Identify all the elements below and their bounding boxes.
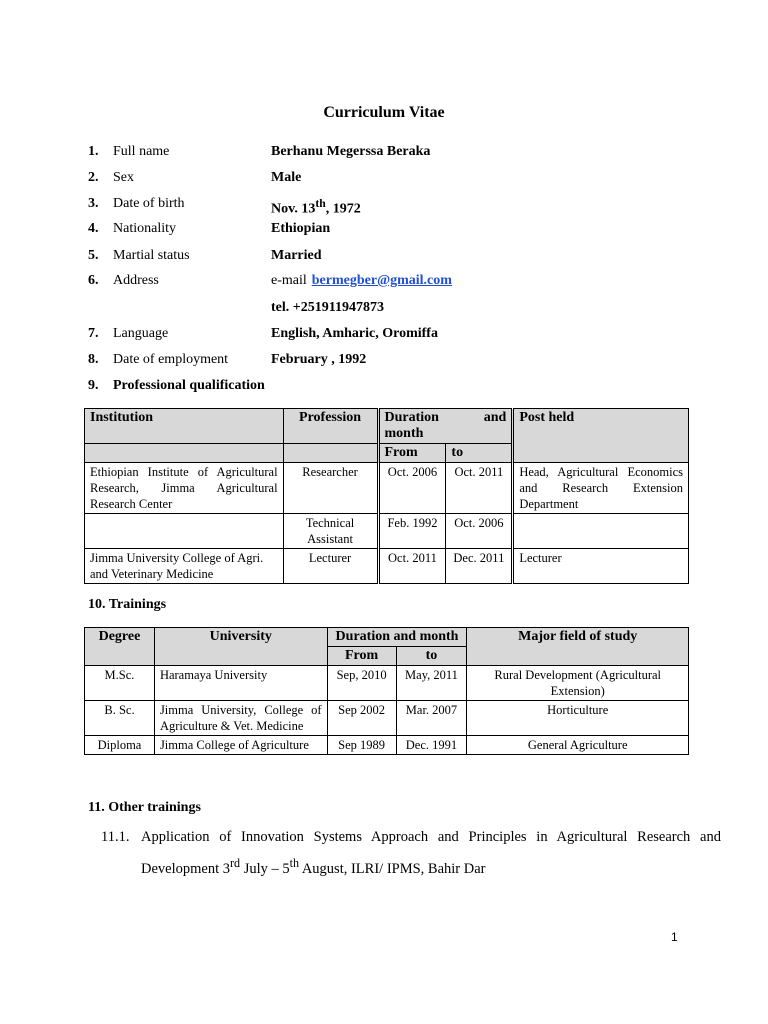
header-from: From	[378, 444, 446, 463]
item-number: 5.	[88, 248, 99, 263]
cell-degree: Diploma	[85, 736, 155, 755]
table-row	[85, 514, 689, 549]
other-training-item	[101, 824, 721, 882]
text-part-b: July – 5	[240, 860, 290, 877]
cell-to: Oct. 2011	[446, 463, 513, 514]
item-label: Professional qualification	[113, 378, 265, 393]
cell-post: Lecturer	[513, 549, 689, 584]
text-part-a: Application of Innovation Systems Approach and Principles in Agricultural Research and Development 3	[141, 829, 721, 877]
cell-from: Sep 2002	[327, 701, 396, 736]
sup-b: th	[289, 856, 300, 870]
item-label: Nationality	[113, 221, 176, 236]
cell-from: Oct. 2006	[378, 463, 446, 514]
header-post: Post held	[513, 409, 689, 463]
item-number: 6.	[88, 273, 99, 288]
table-row	[85, 463, 689, 514]
trainings-heading: 10. Trainings	[88, 597, 167, 612]
text-part-c: August, ILRI/ IPMS, Bahir Dar	[299, 860, 486, 877]
header-institution: Institution	[85, 409, 284, 444]
cell-from: Sep, 2010	[327, 666, 396, 701]
item-label: Sex	[113, 170, 134, 185]
email-link[interactable]: bermegber@gmail.com	[311, 273, 452, 288]
item-text	[141, 829, 721, 877]
header-university: University	[154, 628, 327, 666]
item-value: Berhanu Megerssa Beraka	[271, 144, 431, 159]
item-value	[271, 271, 452, 291]
item-value: Ethiopian	[271, 221, 331, 236]
dob-sup: th	[315, 197, 326, 210]
cell-profession: Technical Assistant	[283, 514, 378, 549]
telephone: tel. +251911947873	[271, 300, 384, 315]
header-duration: Duration and month	[327, 628, 467, 647]
cell-to: Oct. 2006	[446, 514, 513, 549]
qualification-table	[84, 408, 689, 584]
item-label: Martial status	[113, 248, 190, 263]
cell-field: Rural Development (Agricultural Extension)	[467, 666, 689, 701]
item-label: Language	[113, 326, 169, 341]
item-number: 2.	[88, 170, 99, 185]
dob-tail: , 1972	[325, 201, 361, 217]
header-to: to	[396, 647, 467, 666]
cell-from: Feb. 1992	[378, 514, 446, 549]
header-duration: Duration and month	[378, 409, 513, 444]
page-number: 1	[671, 930, 678, 944]
item-label: Address	[113, 273, 159, 288]
cell-university: Jimma College of Agriculture	[154, 736, 327, 755]
item-label: Date of employment	[113, 352, 229, 367]
item-value: Male	[271, 170, 302, 185]
cell-from: Sep 1989	[327, 736, 396, 755]
table-row	[85, 701, 689, 736]
item-value	[271, 194, 361, 220]
item-value: February , 1992	[271, 352, 367, 367]
email-prefix: e-mail	[271, 273, 307, 288]
cell-institution: Jimma University College of Agri. and Veterinary Medicine	[85, 549, 284, 584]
cell-to: Mar. 2007	[396, 701, 467, 736]
item-index: 11.1.	[101, 829, 130, 845]
cell-to: Dec. 2011	[446, 549, 513, 584]
item-number: 7.	[88, 326, 99, 341]
item-number: 9.	[88, 378, 99, 393]
cell-post	[513, 514, 689, 549]
cell-profession: Researcher	[283, 463, 378, 514]
table-row	[85, 549, 689, 584]
cell-university: Jimma University, College of Agriculture & Vet. Medicine	[154, 701, 327, 736]
header-from: From	[327, 647, 396, 666]
sup-a: rd	[230, 856, 241, 870]
header-field: Major field of study	[467, 628, 689, 666]
item-value: Married	[271, 248, 322, 263]
cell-field: General Agriculture	[467, 736, 689, 755]
item-number: 4.	[88, 221, 99, 236]
dob-main: Nov. 13	[271, 201, 316, 217]
cell-from: Oct. 2011	[378, 549, 446, 584]
cell-university: Haramaya University	[154, 666, 327, 701]
header-profession-cont	[283, 444, 378, 463]
cell-post: Head, Agricultural Economics and Research Extension Department	[513, 463, 689, 514]
cell-institution: Ethiopian Institute of Agricultural Research, Jimma Agricultural Research Center	[85, 463, 284, 514]
item-label: Full name	[113, 144, 170, 159]
trainings-table	[84, 627, 689, 755]
item-number: 3.	[88, 196, 99, 211]
cell-degree: M.Sc.	[85, 666, 155, 701]
item-number: 8.	[88, 352, 99, 367]
cell-field: Horticulture	[467, 701, 689, 736]
item-number: 1.	[88, 144, 99, 159]
header-to: to	[446, 444, 513, 463]
cell-degree: B. Sc.	[85, 701, 155, 736]
header-degree: Degree	[85, 628, 155, 666]
header-profession: Profession	[283, 409, 378, 444]
document-title: Curriculum Vitae	[323, 104, 445, 121]
cell-institution	[85, 514, 284, 549]
other-trainings-heading: 11. Other trainings	[88, 800, 201, 815]
item-label: Date of birth	[113, 196, 185, 211]
header-institution-cont	[85, 444, 284, 463]
cell-to: May, 2011	[396, 666, 467, 701]
item-value: English, Amharic, Oromiffa	[271, 326, 438, 341]
table-row	[85, 736, 689, 755]
cell-profession: Lecturer	[283, 549, 378, 584]
table-row	[85, 666, 689, 701]
cell-to: Dec. 1991	[396, 736, 467, 755]
